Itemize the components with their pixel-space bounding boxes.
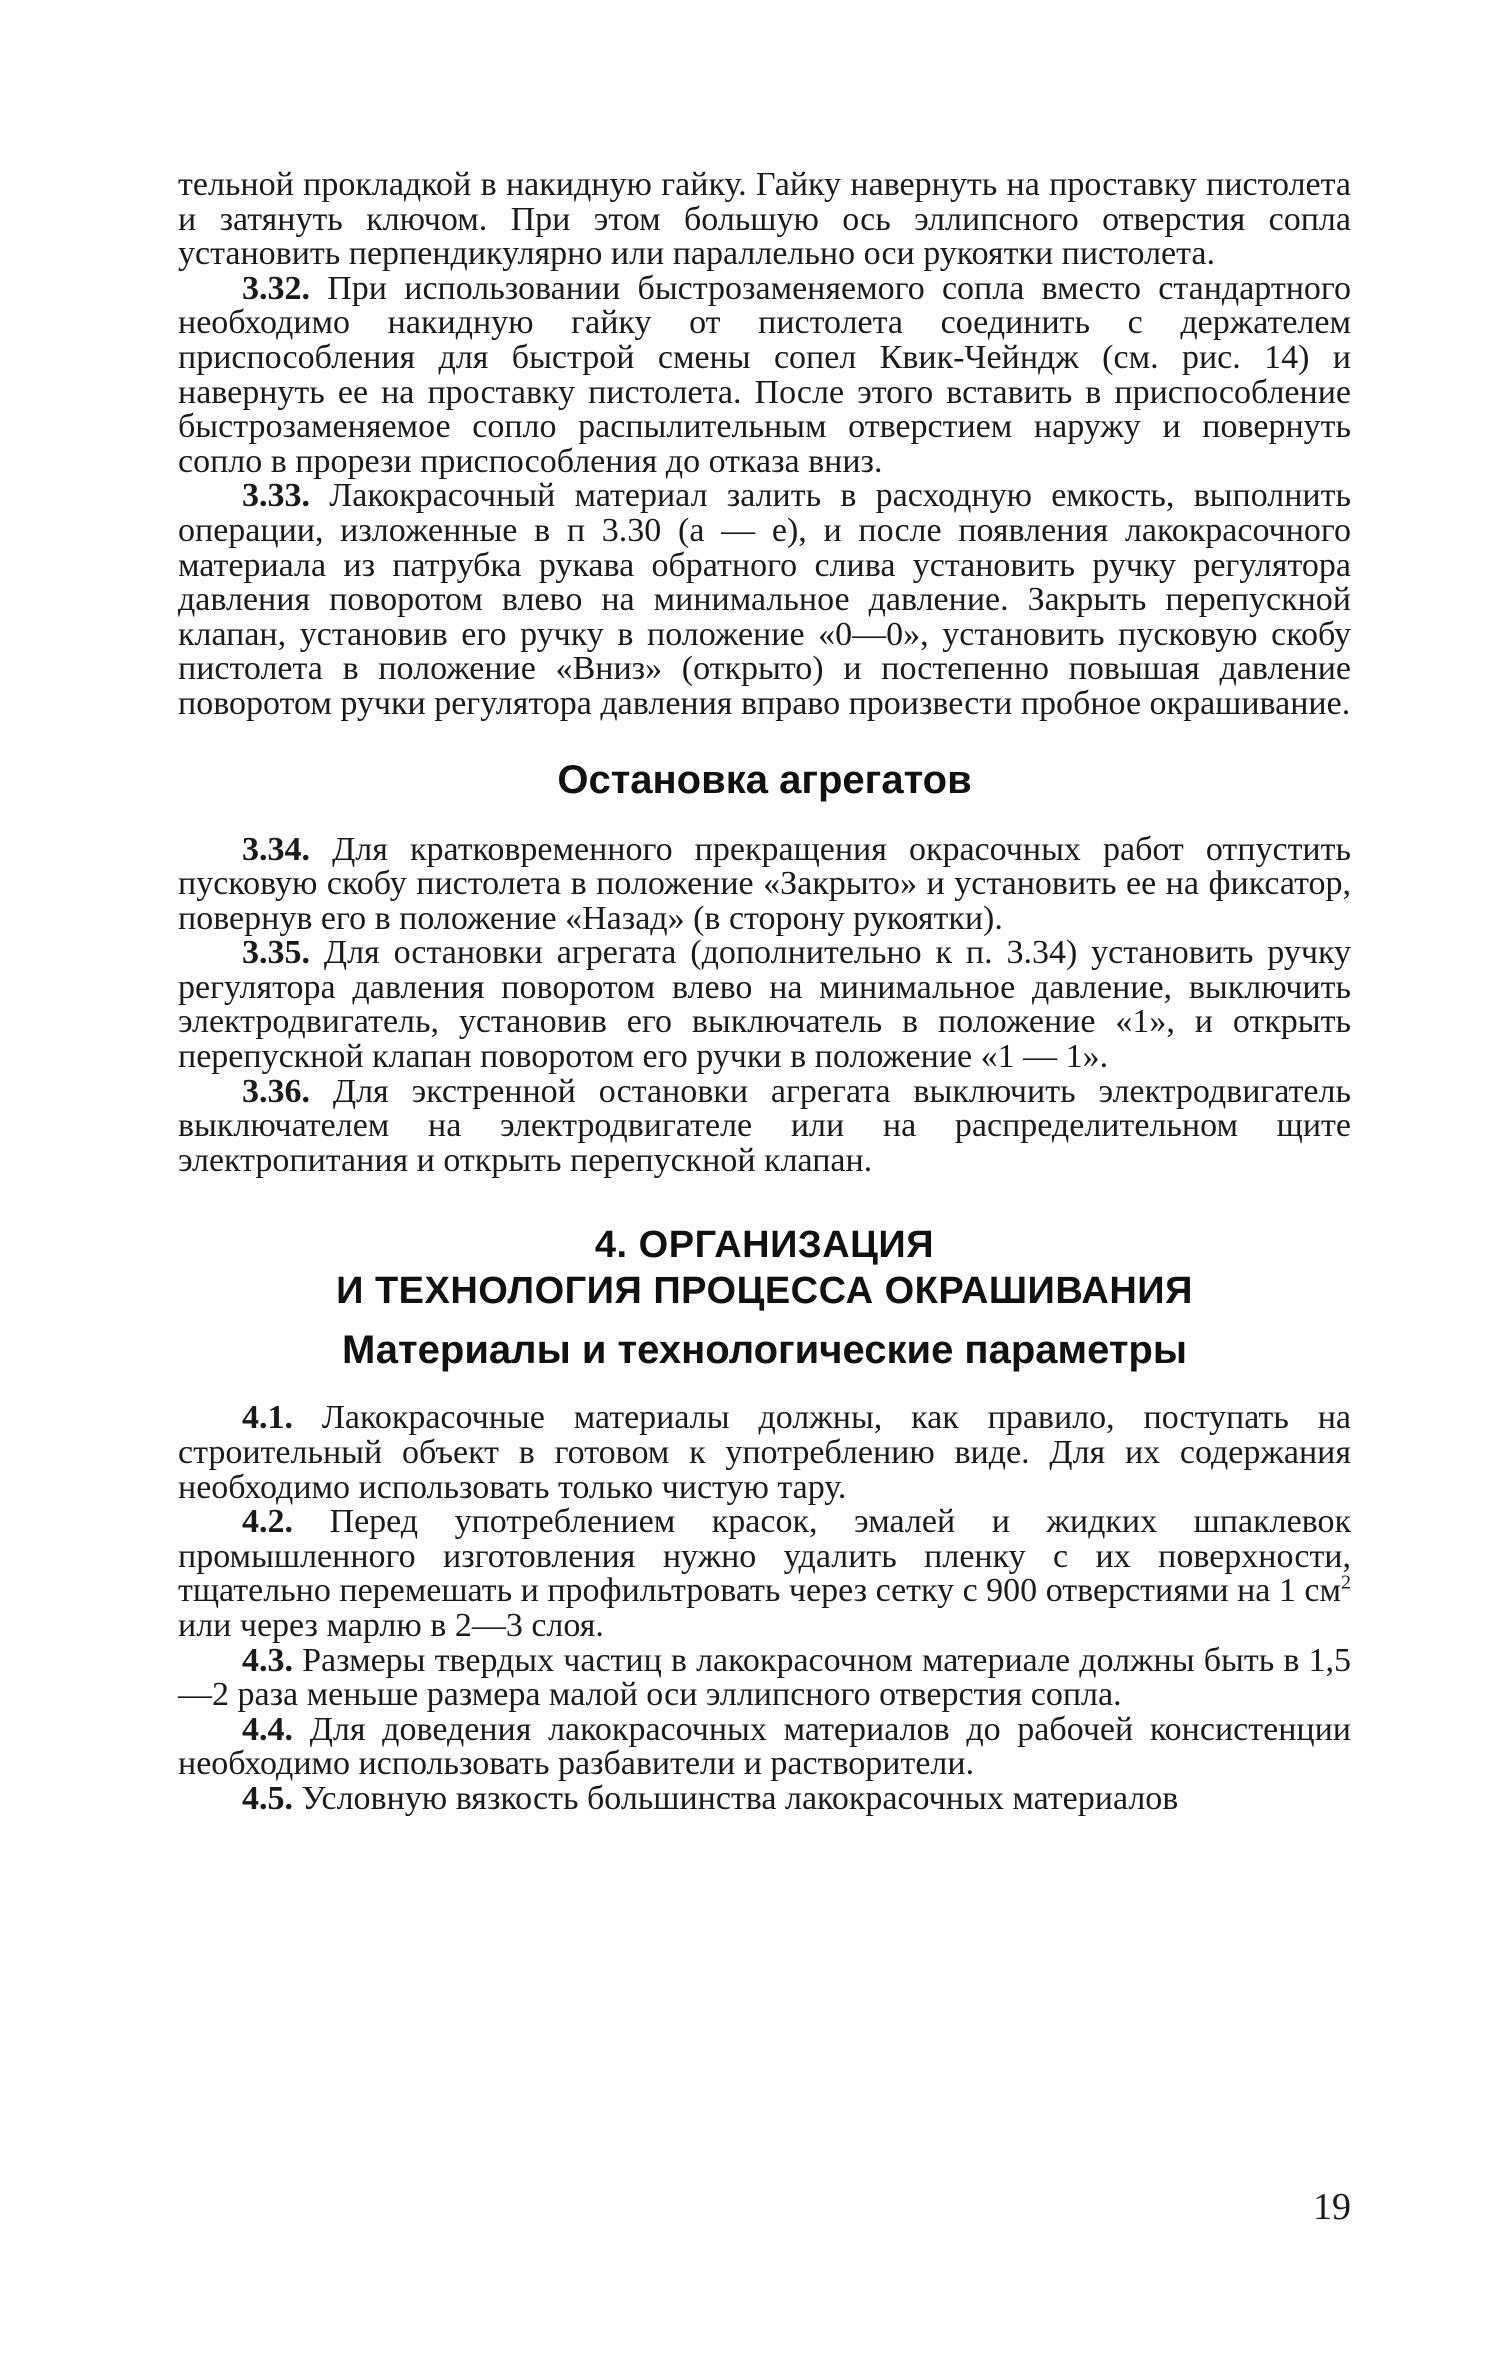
subheading-materials: Материалы и технологические параметры — [342, 1328, 1187, 1373]
paragraph-4-2 — [178, 1505, 1351, 1643]
paragraph-text: Лакокрасочный материал залить в расходную емкость, выполнить операции, изложенные в п 3.30 (а — е), и после появления лакокрасочного материала из патрубка рукава обратного слива установить ручку регулятора давления поворотом влево на минимальное давление. Закрыть перепускной клапан, установив его ручку в положение «0—0», установить пусковую скобу пистолета в положение «Вниз» (открыто) и постепенно повышая давление поворотом ручки регулятора давления вправо произвести пробное окрашивание. — [178, 477, 1351, 722]
text-block-stop — [178, 830, 1351, 1179]
paragraph-3-34 — [178, 830, 1351, 937]
paragraph-number: 4.5. — [242, 1779, 293, 1817]
heading-stop-units: Остановка агрегатов — [557, 757, 972, 802]
paragraph-number: 4.4. — [242, 1710, 293, 1748]
paragraph-text: Лакокрасочные материалы должны, как правило, поступать на строительный объект в готовом к употреблению виде. Для их содержания необходимо использовать только чистую тару. — [178, 1399, 1351, 1506]
paragraph-4-3 — [178, 1641, 1351, 1714]
paragraph-3-33 — [178, 479, 1351, 721]
paragraph-text: Для доведения лакокрасочных материалов до рабочей консистенции необходимо использовать разбавители и растворители. — [178, 1710, 1351, 1783]
paragraph-number: 3.32. — [242, 269, 310, 307]
text-block-top — [178, 168, 1351, 722]
text-block-section — [178, 1401, 1351, 1816]
paragraph-text: При использовании быстрозаменяемого сопла вместо стандартного необходимо накидную гайку от пистолета соединить с держателем приспособления для быстрой смены сопел Квик-Чейндж (см. рис. 14) и навернуть ее на проставку пистолета. После этого вставить в приспособление быстрозаменяемое сопло распылительным отверстием наружу и повернуть сопло в прорези приспособления до отказа вниз. — [178, 269, 1351, 480]
paragraph-3-32 — [178, 269, 1351, 480]
paragraph-text: Для кратковременного прекращения окрасочных работ отпустить пусковую скобу пистолета в положение «Закрыто» и установить ее на фиксатор, повернув его в положение «Назад» (в сторону рукоятки). — [178, 830, 1351, 937]
paragraph-4-1 — [178, 1401, 1351, 1505]
paragraph-number: 4.1. — [242, 1399, 293, 1437]
section-heading — [178, 1222, 1351, 1314]
paragraph-number: 3.35. — [242, 934, 310, 972]
paragraph-text: Для экстренной остановки агрегата выключить электродвигатель выключателем на электродвигателе или на распределительном щите электропитания и открыть перепускной клапан. — [178, 1072, 1351, 1179]
paragraph-text: Перед употреблением красок, эмалей и жидких шпаклевок промышленного изготовления нужно удалить пленку с их поверхности, тщательно перемешать и профильтровать через сетку с 900 отверстиями на 1 см — [178, 1503, 1351, 1610]
paragraph-3-35 — [178, 936, 1351, 1074]
paragraph-3-36 — [178, 1072, 1351, 1179]
page-number: 19 — [1313, 2186, 1351, 2228]
paragraph-text: Размеры твердых частиц в лакокрасочном материале должны быть в 1,5—2 раза меньше размера малой оси эллипсного отверстия сопла. — [178, 1641, 1351, 1714]
paragraph-number: 4.2. — [242, 1503, 293, 1541]
paragraph-text-cont: или через марлю в 2—3 слоя. — [178, 1607, 604, 1644]
paragraph-number: 3.36. — [242, 1072, 310, 1110]
paragraph-number: 4.3. — [242, 1641, 293, 1679]
paragraph-text: Условную вязкость большинства лакокрасочных материалов — [293, 1779, 1179, 1817]
paragraph-continuation: тельной прокладкой в накидную гайку. Гайку навернуть на проставку пистолета и затянуть ключом. При этом большую ось эллипсного отверстия сопла установить перпендикулярно или параллельно оси рукоятки пистолета. — [178, 166, 1351, 273]
section-heading-line-1: 4. ОРГАНИЗАЦИЯ — [594, 1224, 935, 1267]
section-heading-line-2: И ТЕХНОЛОГИЯ ПРОЦЕССА ОКРАШИВАНИЯ — [336, 1270, 1193, 1313]
paragraph-number: 3.33. — [242, 477, 310, 515]
superscript: 2 — [1341, 1572, 1351, 1595]
paragraph-4-5 — [178, 1779, 1351, 1817]
paragraph-4-4 — [178, 1710, 1351, 1783]
paragraph-number: 3.34. — [242, 830, 310, 868]
paragraph-text: Для остановки агрегата (дополнительно к п. 3.34) установить ручку регулятора давления поворотом влево на минимальное давление, выключить электродвигатель, установив его выключатель в положение «1», и открыть перепускной клапан поворотом его ручки в положение «1 — 1». — [178, 934, 1351, 1076]
